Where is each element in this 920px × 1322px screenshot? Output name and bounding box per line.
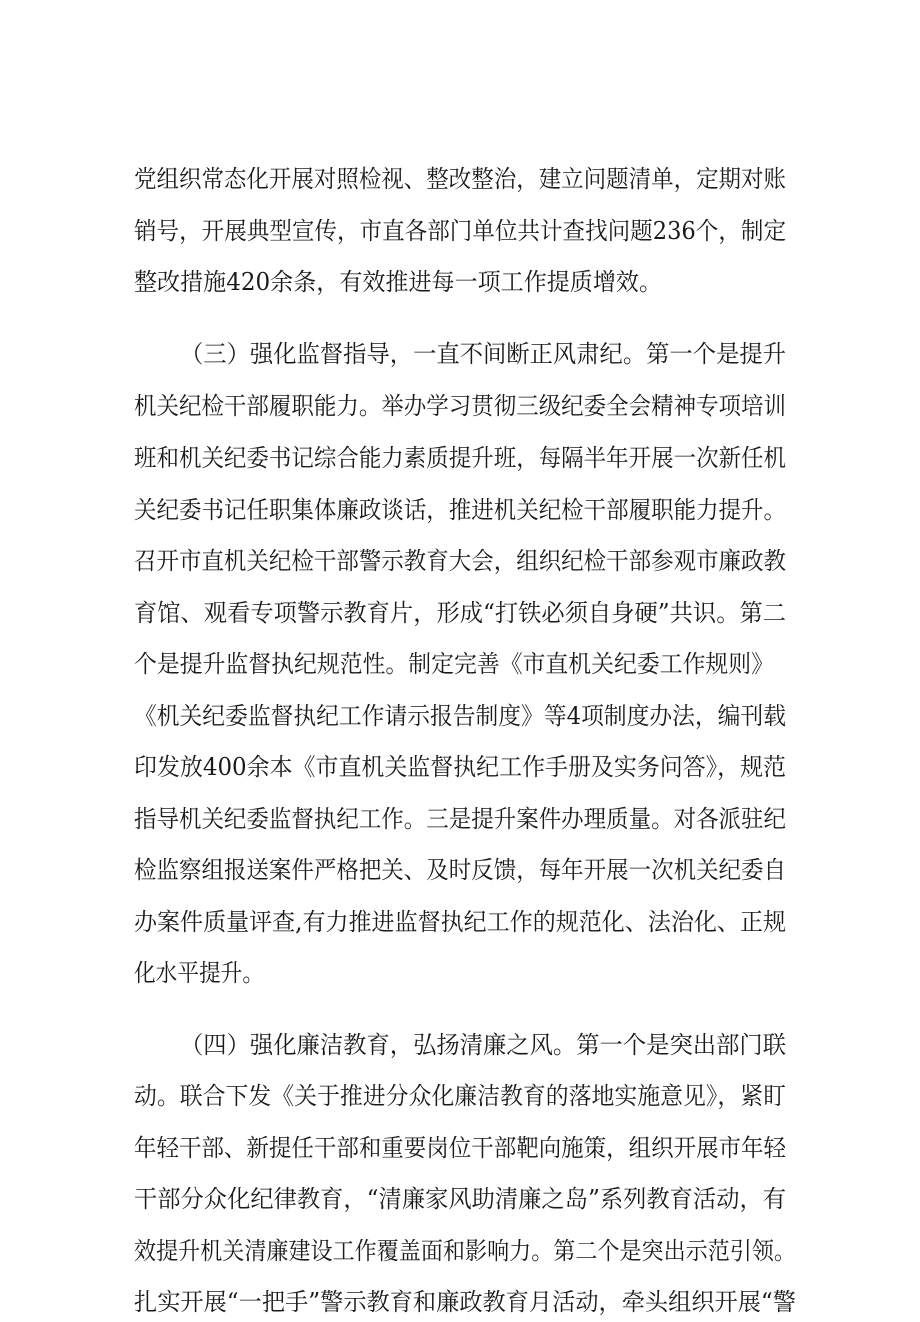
text-line (0, 386, 920, 426)
line-text: 整改措施420余条，有效推进每一项工作提质增效。 (134, 268, 662, 296)
line-text: 党组织常态化开展对照检视、整改整治，建立问题清单，定期对账 (134, 165, 786, 193)
line-text: 机关纪检干部履职能力。举办学习贯彻三级纪委全会精神专项培训 (134, 392, 786, 420)
text-line (0, 1282, 920, 1322)
text-line (0, 211, 920, 251)
line-text: （四）强化廉洁教育，弘扬清廉之风。第一个是突出部门联 (180, 1031, 786, 1059)
line-text: 印发放400余本《市直机关监督执纪工作手册及实务问答》，规范 (134, 753, 786, 781)
line-text: （三）强化监督指导，一直不间断正风肃纪。第一个是提升 (180, 340, 786, 368)
text-line (0, 262, 920, 302)
text-line (0, 593, 920, 633)
line-text: 育馆、观看专项警示教育片，形成“打铁必须自身硬”共识。第二 (134, 599, 786, 627)
text-line (0, 799, 920, 839)
text-line (0, 1076, 920, 1116)
text-line (0, 644, 920, 684)
text-line (0, 1179, 920, 1219)
text-line (0, 490, 920, 530)
line-text: 效提升机关清廉建设工作覆盖面和影响力。第二个是突出示范引领。 (134, 1237, 796, 1265)
text-line (0, 953, 920, 993)
line-text: 扎实开展“一把手”警示教育和廉政教育月活动，牵头组织开展“警 (134, 1288, 796, 1316)
text-line (0, 438, 920, 478)
text-line (0, 747, 920, 787)
line-text: 召开市直机关纪检干部警示教育大会，组织纪检干部参观市廉政教 (134, 547, 786, 575)
text-line (0, 902, 920, 942)
line-text: 干部分众化纪律教育，“清廉家风助清廉之岛”系列教育活动，有 (134, 1185, 786, 1213)
text-line (0, 850, 920, 890)
line-text: 化水平提升。 (134, 959, 264, 987)
line-text: 动。联合下发《关于推进分众化廉洁教育的落地实施意见》，紧盯 (134, 1082, 786, 1110)
line-text: 《机关纪委监督执纪工作请示报告制度》等4项制度办法，编刊载 (134, 702, 786, 730)
line-text: 关纪委书记任职集体廉政谈话，推进机关纪检干部履职能力提升。 (134, 496, 786, 524)
paragraph-heading-line (0, 334, 920, 374)
line-text: 年轻干部、新提任干部和重要岗位干部靶向施策，组织开展市年轻 (134, 1134, 786, 1162)
line-text: 检监察组报送案件严格把关、及时反馈，每年开展一次机关纪委自 (134, 856, 786, 884)
text-line (0, 1128, 920, 1168)
text-line (0, 159, 920, 199)
line-text: 个是提升监督执纪规范性。制定完善《市直机关纪委工作规则》 (134, 650, 774, 678)
paragraph-heading-line (0, 1025, 920, 1065)
text-line (0, 541, 920, 581)
text-line (0, 1231, 920, 1271)
line-text: 班和机关纪委书记综合能力素质提升班，每隔半年开展一次新任机 (134, 444, 786, 472)
line-text: 指导机关纪委监督执纪工作。三是提升案件办理质量。对各派驻纪 (134, 805, 786, 833)
line-text: 办案件质量评查,有力推进监督执纪工作的规范化、法治化、正规 (134, 908, 786, 936)
line-text: 销号，开展典型宣传，市直各部门单位共计查找问题236个，制定 (134, 217, 786, 245)
text-line (0, 696, 920, 736)
